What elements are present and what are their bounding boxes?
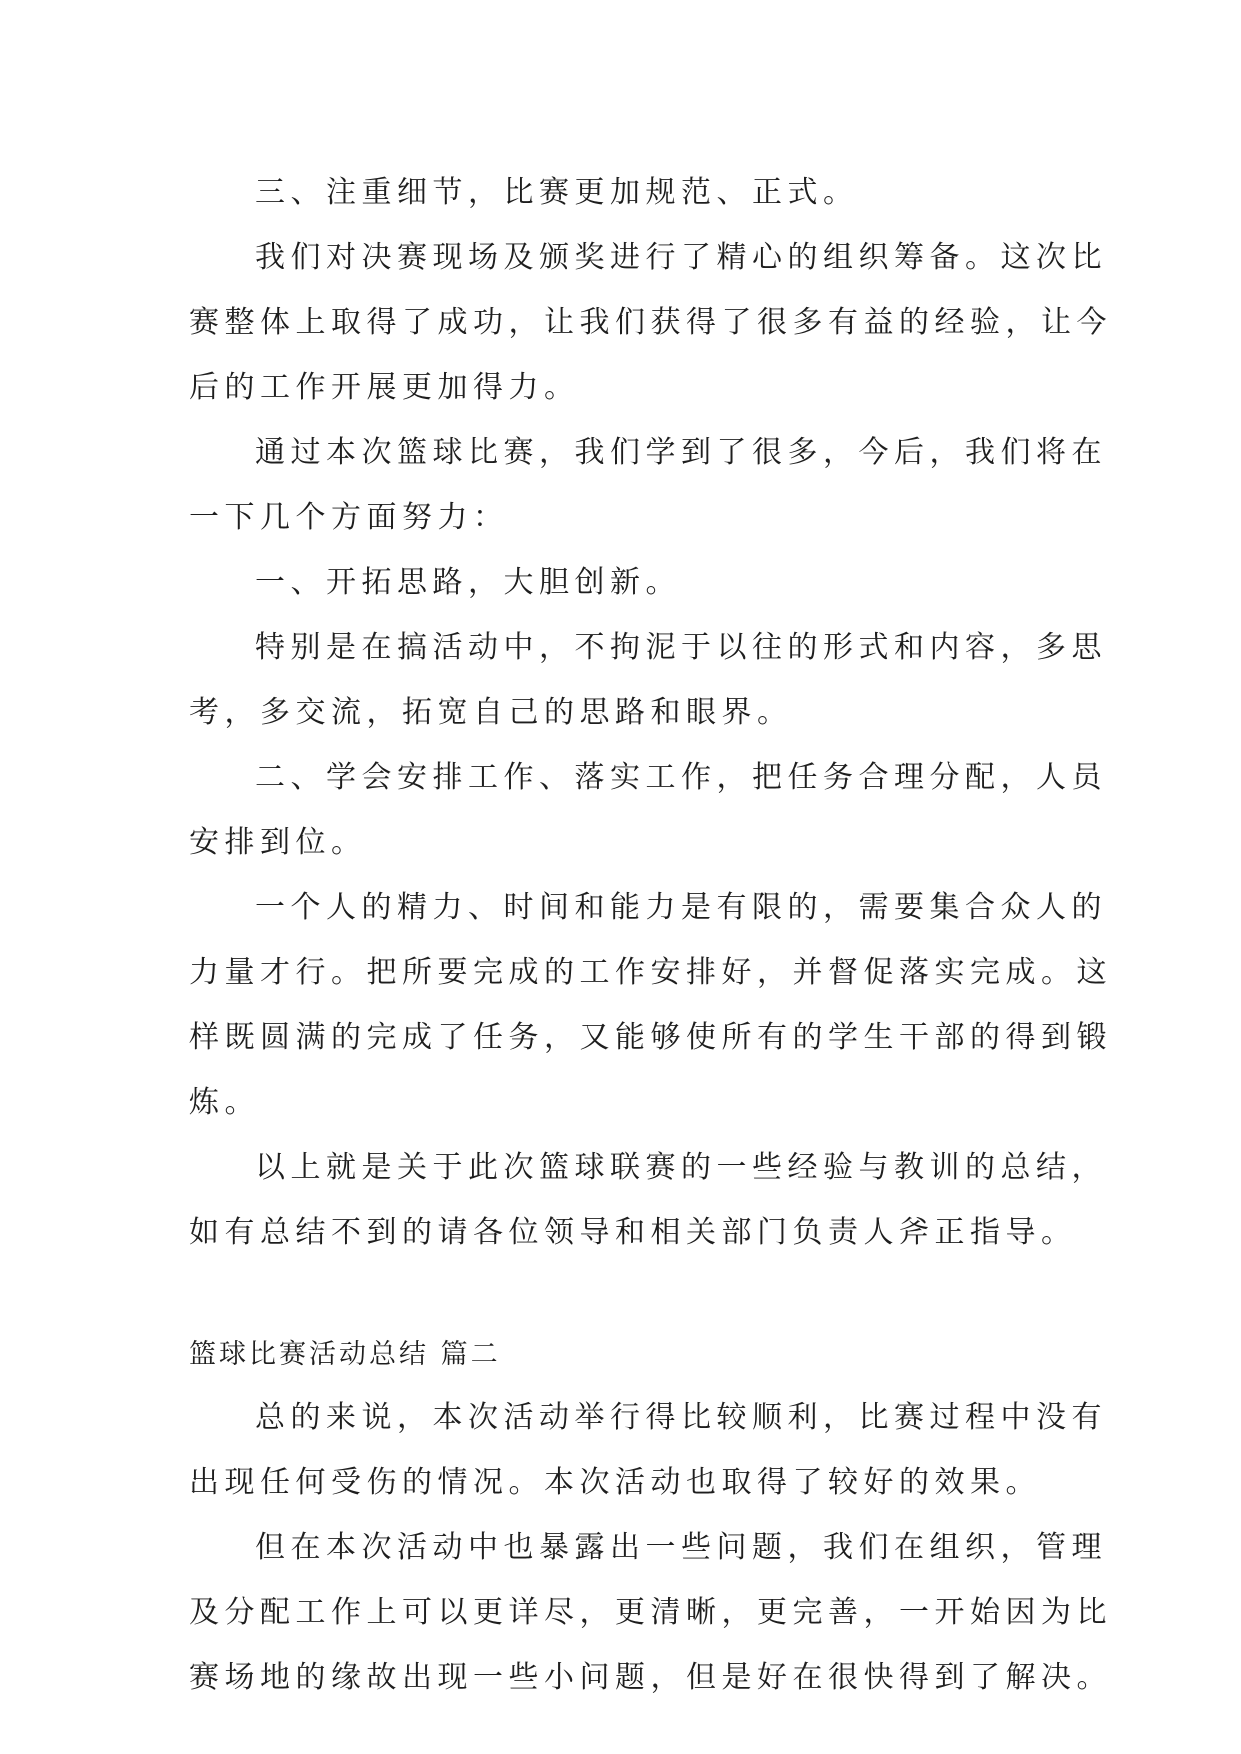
section-gap: [189, 1265, 1059, 1325]
paragraph-line: 后的工作开展更加得力。: [189, 370, 580, 405]
paragraph-line: 样既圆满的完成了任务，又能够使所有的学生干部的得到锻: [189, 1020, 1112, 1055]
paragraph-line: 我们对决赛现场及颁奖进行了精心的组织筹备。这次比: [255, 240, 1107, 275]
paragraph-line: 二、学会安排工作、落实工作，把任务合理分配，人员: [255, 760, 1107, 795]
paragraph-line: 三、注重细节，比赛更加规范、正式。: [255, 175, 859, 210]
paragraph-line: 但在本次活动中也暴露出一些问题，我们在组织，管理: [255, 1530, 1107, 1565]
paragraph-line: 一个人的精力、时间和能力是有限的，需要集合众人的: [255, 890, 1107, 925]
paragraph-line: 安排到位。: [189, 825, 367, 860]
paragraph-line: 力量才行。把所要完成的工作安排好，并督促落实完成。这: [189, 955, 1112, 990]
document-body: [189, 160, 1112, 1710]
paragraph-line: 及分配工作上可以更详尽，更清晰，更完善，一开始因为比: [189, 1595, 1112, 1630]
paragraph-line: 赛整体上取得了成功，让我们获得了很多有益的经验，让今: [189, 305, 1112, 340]
paragraph-line: 炼。: [189, 1085, 260, 1120]
paragraph-line: 以上就是关于此次篮球联赛的一些经验与教训的总结，: [255, 1150, 1107, 1185]
paragraph-line: 出现任何受伤的情况。本次活动也取得了较好的效果。: [189, 1465, 1041, 1500]
section-heading: 篮球比赛活动总结 篇二: [189, 1339, 501, 1370]
paragraph-line: 一、开拓思路，大胆创新。: [255, 565, 681, 600]
paragraph-line: 特别是在搞活动中，不拘泥于以往的形式和内容，多思: [255, 630, 1107, 665]
paragraph-line: 赛场地的缘故出现一些小问题，但是好在很快得到了解决。: [189, 1660, 1112, 1695]
paragraph-line: 考，多交流，拓宽自己的思路和眼界。: [189, 695, 793, 730]
paragraph-line: 如有总结不到的请各位领导和相关部门负责人斧正指导。: [189, 1215, 1077, 1250]
paragraph-line: 一下几个方面努力：: [189, 500, 509, 535]
paragraph-line: 总的来说，本次活动举行得比较顺利，比赛过程中没有: [255, 1400, 1107, 1435]
paragraph-line: 通过本次篮球比赛，我们学到了很多，今后，我们将在: [255, 435, 1107, 470]
